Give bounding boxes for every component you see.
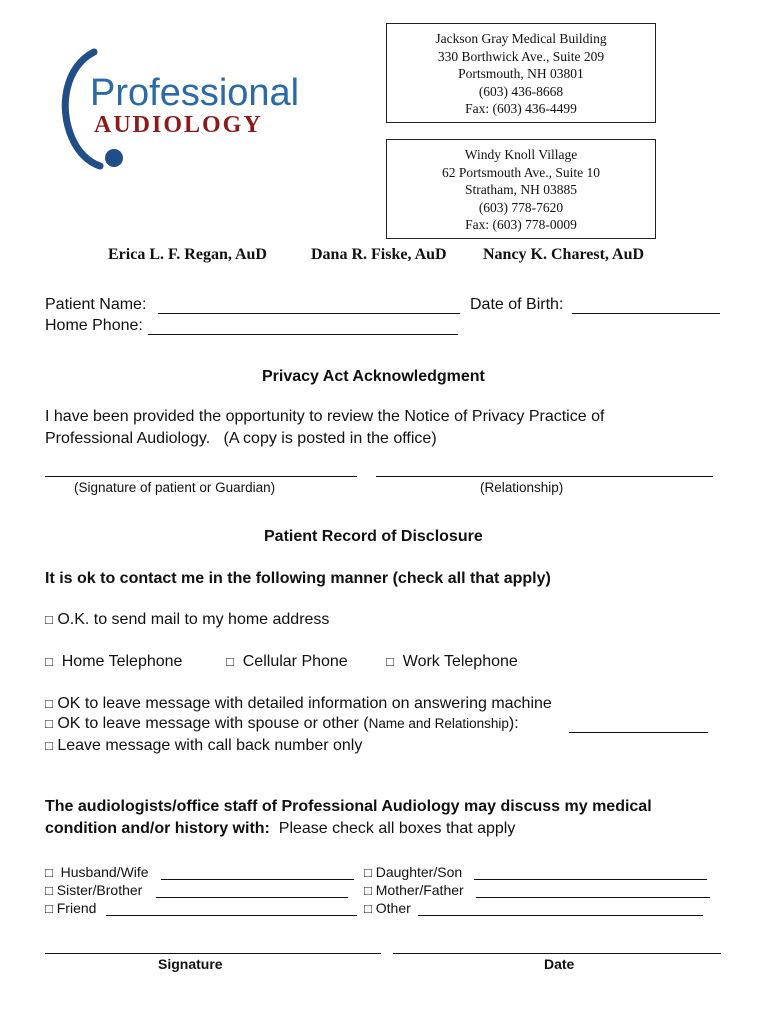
- patient-name-label: Patient Name:: [45, 296, 147, 313]
- checkbox[interactable]: □: [45, 865, 53, 880]
- checkbox[interactable]: □: [45, 738, 53, 753]
- address-line: (603) 778-7620: [478, 199, 564, 215]
- address-line: Portsmouth, NH 03801: [458, 66, 584, 82]
- guardian-signature-field[interactable]: [45, 476, 357, 477]
- checkbox[interactable]: □: [364, 901, 372, 916]
- doctor-name: Nancy K. Charest, AuD: [483, 246, 645, 263]
- checkbox[interactable]: □: [45, 883, 53, 898]
- checkbox[interactable]: □: [45, 901, 53, 916]
- relative-option-other: [364, 900, 411, 916]
- disclosure-title: Patient Record of Disclosure: [264, 528, 483, 545]
- discuss-heading-line2: [45, 820, 515, 838]
- relative-label: Friend: [56, 900, 97, 916]
- discuss-plain: Please check all boxes that apply: [278, 820, 516, 837]
- privacy-text-line1: I have been provided the opportunity to review the Notice of Privacy Practice of: [45, 408, 605, 425]
- cellular-phone-option: [226, 653, 348, 671]
- relative-option-daughter-son: [364, 864, 462, 880]
- address-line: 330 Borthwick Ave., Suite 209: [437, 48, 605, 64]
- callback-message-option: [45, 737, 362, 755]
- address-line: (603) 436-8668: [478, 83, 564, 99]
- husband-wife-field[interactable]: [161, 879, 354, 880]
- privacy-text-line2: [45, 430, 437, 448]
- logo-word-audiology: AUDIOLOGY: [94, 112, 263, 138]
- address-line: Stratham, NH 03885: [464, 182, 578, 198]
- relative-option-mother-father: [364, 882, 464, 898]
- privacy-text-part: Professional Audiology.: [45, 430, 211, 447]
- address-line: Fax: (603) 778-0009: [465, 217, 577, 233]
- relative-label: Sister/Brother: [56, 882, 143, 898]
- professional-audiology-logo: [56, 46, 316, 176]
- doctor-name: Dana R. Fiske, AuD: [311, 246, 447, 263]
- address-line: Jackson Gray Medical Building: [435, 31, 607, 46]
- checkbox[interactable]: □: [45, 696, 53, 711]
- relative-label: Daughter/Son: [375, 864, 463, 880]
- date-of-birth-field[interactable]: [572, 313, 720, 314]
- work-telephone-option: [386, 653, 518, 671]
- checkbox[interactable]: □: [226, 654, 234, 669]
- address-line: Fax: (603) 436-4499: [465, 101, 577, 117]
- contact-heading: It is ok to contact me in the following manner (check all that apply): [45, 570, 551, 587]
- signature-caption: (Signature of patient or Guardian): [74, 480, 276, 495]
- logo-word-professional: Professional: [90, 72, 300, 114]
- daughter-son-field[interactable]: [474, 879, 707, 880]
- option-label: O.K. to send mail to my home address: [57, 611, 330, 628]
- option-label: ):: [508, 715, 519, 732]
- privacy-text-part: (A copy is posted in the office): [223, 430, 437, 447]
- relationship-field[interactable]: [376, 476, 713, 477]
- spouse-name-relationship-field[interactable]: [569, 732, 708, 733]
- office-address-portsmouth: [386, 23, 656, 123]
- checkbox[interactable]: □: [45, 716, 53, 731]
- relative-option-sister-brother: [45, 882, 142, 898]
- home-telephone-option: [45, 653, 182, 671]
- detailed-message-option: [45, 695, 552, 713]
- relative-label: Mother/Father: [375, 882, 464, 898]
- option-label: Leave message with call back number only: [57, 737, 363, 754]
- date-of-birth-label: Date of Birth:: [470, 296, 564, 313]
- patient-name-field[interactable]: [158, 313, 460, 314]
- other-field[interactable]: [418, 915, 703, 916]
- option-label: OK to leave message with spouse or other (: [57, 715, 369, 732]
- doctor-name: Erica L. F. Regan, AuD: [108, 246, 267, 263]
- privacy-act-title: Privacy Act Acknowledgment: [262, 368, 485, 385]
- spouse-message-option: [45, 715, 519, 733]
- mother-father-field[interactable]: [476, 897, 710, 898]
- option-label: Work Telephone: [402, 653, 518, 670]
- checkbox[interactable]: □: [364, 865, 372, 880]
- checkbox[interactable]: □: [386, 654, 394, 669]
- home-phone-field[interactable]: [148, 334, 458, 335]
- checkbox[interactable]: □: [45, 654, 53, 669]
- relative-option-husband-wife: [45, 864, 149, 880]
- friend-field[interactable]: [106, 915, 357, 916]
- option-label: Home Telephone: [61, 653, 183, 670]
- sister-brother-field[interactable]: [156, 897, 348, 898]
- final-signature-field[interactable]: [45, 953, 381, 954]
- mail-option: [45, 611, 329, 629]
- checkbox[interactable]: □: [45, 612, 53, 627]
- final-date-field[interactable]: [393, 953, 721, 954]
- discuss-heading-line1: The audiologists/office staff of Professional Audiology may discuss my medical: [45, 798, 652, 815]
- date-label: Date: [544, 956, 575, 972]
- office-address-stratham: [386, 139, 656, 239]
- signature-label: Signature: [158, 956, 223, 972]
- home-phone-label: Home Phone:: [45, 317, 143, 334]
- address-line: 62 Portsmouth Ave., Suite 10: [441, 164, 600, 180]
- relative-label: Other: [375, 900, 411, 916]
- relative-label: Husband/Wife: [60, 864, 149, 880]
- option-label-small: Name and Relationship: [368, 716, 509, 731]
- relationship-caption: (Relationship): [480, 480, 564, 495]
- discuss-bold: condition and/or history with:: [45, 820, 270, 837]
- address-line: Windy Knoll Village: [464, 147, 578, 162]
- option-label: Cellular Phone: [242, 653, 348, 670]
- relative-option-friend: [45, 900, 96, 916]
- option-label: OK to leave message with detailed information on answering machine: [57, 695, 552, 712]
- checkbox[interactable]: □: [364, 883, 372, 898]
